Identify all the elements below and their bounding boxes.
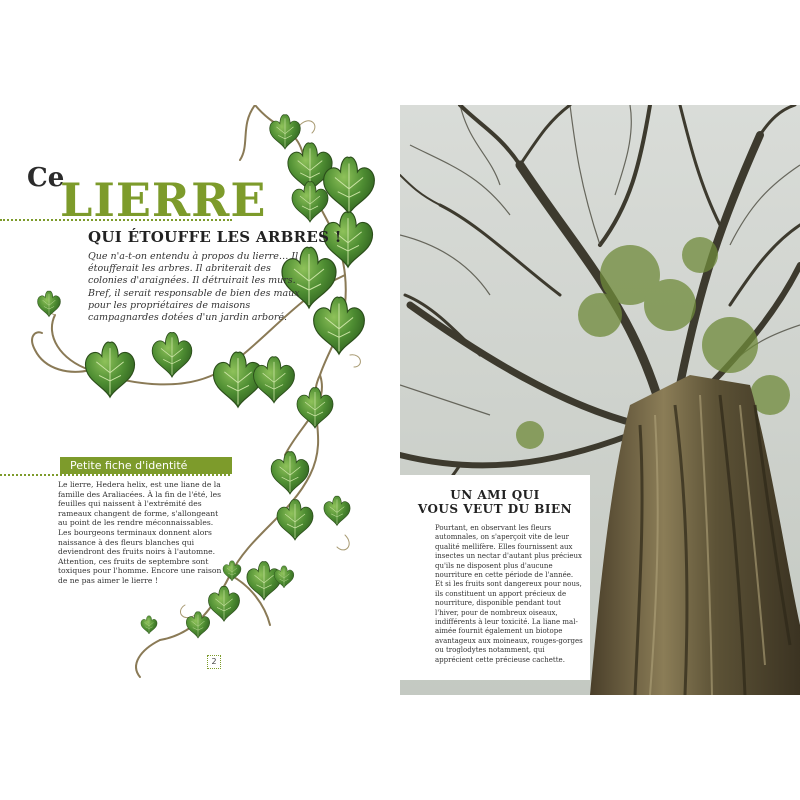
- id-card-text: Le lierre, Hedera helix, est une liane de la famille des Araliacées. À la fin de l'été, les feuilles qui naissent à l'extrémité des rameaux changent de forme, s'allongeant au point de les rendre méconnaissables. Les bourgeons terminaux donnent alors naissance à des fleurs blanches qui deviendront des fruits noirs à l'automne. Attention, ces fruits de septembre sont toxiques pour l'homme. Encore une raison de ne pas aimer le lierre !: [58, 480, 222, 585]
- title-main: LIERRE: [60, 173, 267, 227]
- box-title-line1: UN AMI QUI: [450, 488, 540, 502]
- left-page: [0, 105, 400, 695]
- sidebar-box: [400, 475, 590, 680]
- box-title: [400, 488, 590, 516]
- title-prefix: Ce: [27, 163, 65, 193]
- id-card-heading: Petite fiche d'identité: [60, 457, 232, 474]
- title-divider: [0, 219, 232, 221]
- intro-paragraph: Que n'a-t-on entendu à propos du lierre… Il étoufferait les arbres. Il abriterait des colonies d'araignées. Il détruirait les murs. Bref, il serait responsable de bien des maux pour les propriétaires de maisons campagnardes dotées d'un jardin arboré.: [88, 251, 300, 324]
- id-card-divider: [0, 474, 230, 476]
- article-subtitle: QUI ÉTOUFFE LES ARBRES !: [88, 228, 342, 246]
- box-title-line2: VOUS VEUT DU BIEN: [417, 502, 573, 516]
- right-page: [400, 105, 800, 695]
- page-number: 2: [207, 655, 221, 669]
- box-text: Pourtant, en observant les fleurs automnales, on s'aperçoit vite de leur qualité mellifère. Elles fournissent aux insectes un nectar d'autant plus précieux qu'ils ne disposent plus d'aucune nourriture en cette période de l'année. Et si les fruits sont dangereux pour nous, ils constituent un apport précieux de nourriture, disponible pendant tout l'hiver, pour de nombreux oiseaux, indifférents à leur toxicité. La liane mal-aimée fournit également un biotope avantageux aux moineaux, rouges-gorges ou troglodytes notamment, qui apprécient cette précieuse cachette.: [435, 524, 583, 664]
